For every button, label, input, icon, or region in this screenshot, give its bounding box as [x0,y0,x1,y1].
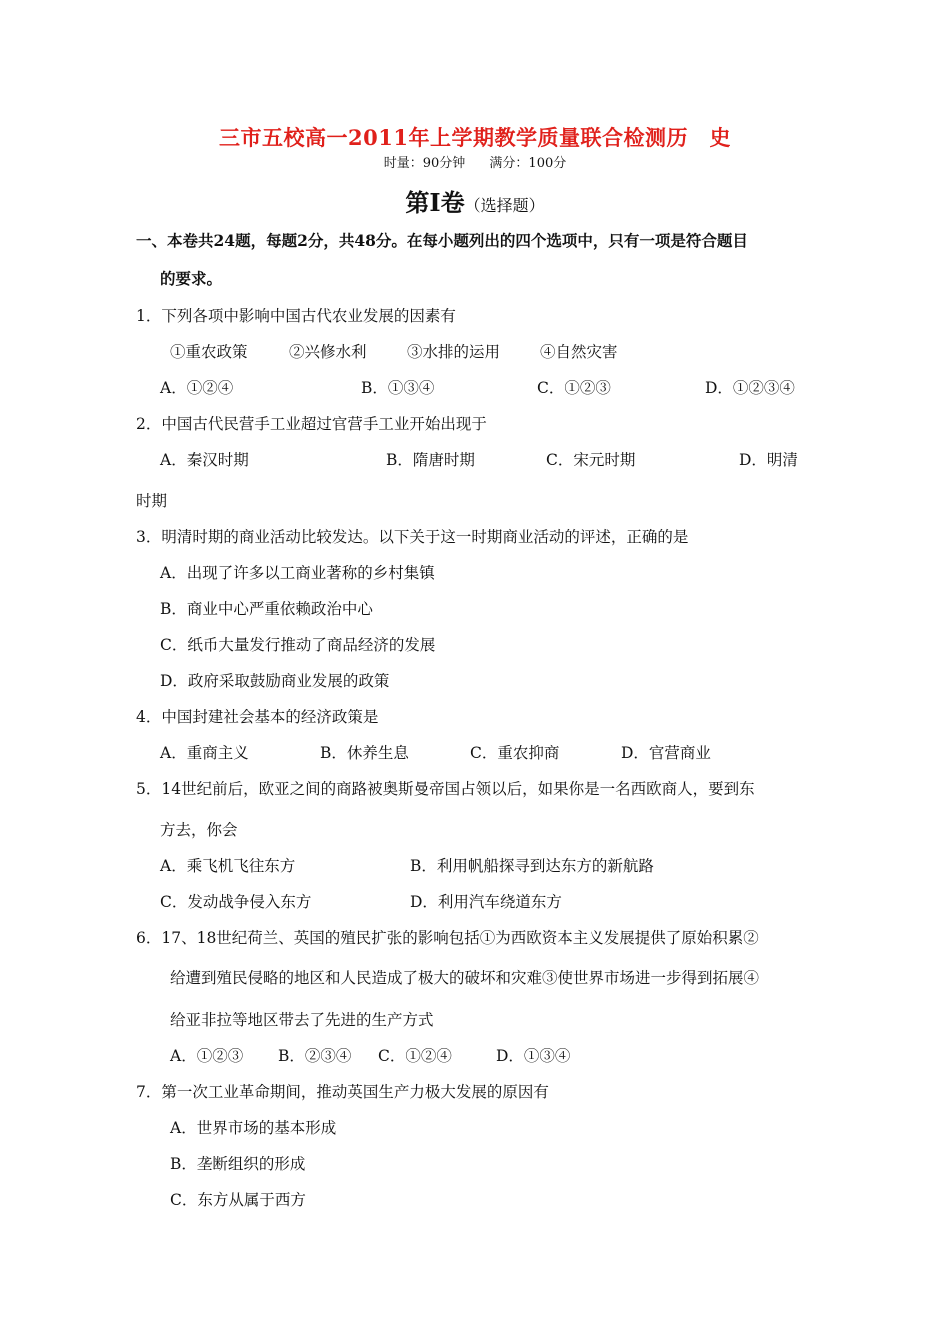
q1-option-d: D．①②③④ [705,379,795,397]
instructions-line-1: 一、本卷共24题，每题2分，共48分。在每小题列出的四个选项中，只有一项是符合题目 [136,231,748,250]
q1-option-a: A．①②④ [160,379,234,397]
q4-option-c: C．重农抑商 [470,744,560,762]
q1-item-3: ③水排的运用 [407,343,501,361]
q7-option-c: C．东方从属于西方 [170,1191,306,1209]
time-limit: 时量：90分钟 [383,156,466,171]
q2-option-b: B．隋唐时期 [386,451,475,469]
q7-option-b: B．垄断组织的形成 [170,1155,306,1173]
full-score: 满分：100分 [489,156,567,171]
exam-title: 三市五校高一2011年上学期教学质量联合检测历 史 [219,125,731,150]
q1-option-c: C．①②③ [537,379,611,397]
question-4-stem: 4．中国封建社会基本的经济政策是 [136,708,379,726]
q1-option-b: B．①③④ [361,379,435,397]
question-5-stem-cont: 方去，你会 [160,821,238,839]
q5-option-d: D．利用汽车绕道东方 [410,893,562,911]
q1-item-2: ②兴修水利 [289,343,367,361]
question-6-stem-cont-2: 给亚非拉等地区带去了先进的生产方式 [170,1011,434,1029]
q6-option-a: A．①②③ [170,1047,244,1065]
question-3-stem: 3．明清时期的商业活动比较发达。以下关于这一时期商业活动的评述，正确的是 [136,528,689,546]
q3-option-a: A．出现了许多以工商业著称的乡村集镇 [160,564,435,582]
volume-title: 第Ⅰ卷 [405,188,465,217]
q4-option-b: B．休养生息 [320,744,409,762]
q2-option-c: C．宋元时期 [546,451,636,469]
q6-option-b: B．②③④ [278,1047,352,1065]
q3-option-b: B．商业中心严重依赖政治中心 [160,600,373,618]
q7-option-a: A．世界市场的基本形成 [170,1119,337,1137]
q6-option-d: D．①③④ [496,1047,571,1065]
instructions-line-2: 的要求。 [160,269,223,288]
q2-option-d: D．明清 [739,451,798,469]
q2-option-d-wrap: 时期 [136,492,168,510]
volume-subtitle: （选择题） [464,196,545,215]
q3-option-d: D．政府采取鼓励商业发展的政策 [160,672,390,690]
q5-option-c: C．发动战争侵入东方 [160,893,312,911]
q2-option-a: A．秦汉时期 [160,451,249,469]
question-7-stem: 7．第一次工业革命期间，推动英国生产力极大发展的原因有 [136,1083,549,1101]
question-1-stem: 1．下列各项中影响中国古代农业发展的因素有 [136,307,456,325]
question-2-stem: 2．中国古代民营手工业超过官营手工业开始出现于 [136,415,487,433]
question-6-stem-cont-1: 给遭到殖民侵略的地区和人民造成了极大的破坏和灾难③使世界市场进一步得到拓展④ [170,969,760,987]
q5-option-b: B．利用帆船探寻到达东方的新航路 [410,857,654,875]
q1-item-4: ④自然灾害 [540,343,618,361]
exam-meta [0,152,950,171]
q4-option-d: D．官营商业 [621,744,711,762]
question-5-stem: 5．14世纪前后，欧亚之间的商路被奥斯曼帝国占领以后，如果你是一名西欧商人，要到东 [136,780,755,798]
q1-item-1: ①重农政策 [170,343,248,361]
q4-option-a: A．重商主义 [160,744,249,762]
q6-option-c: C．①②④ [378,1047,452,1065]
q5-option-a: A．乘飞机飞往东方 [160,857,296,875]
volume-heading [0,183,950,218]
q3-option-c: C．纸币大量发行推动了商品经济的发展 [160,636,436,654]
question-6-stem: 6．17、18世纪荷兰、英国的殖民扩张的影响包括①为西欧资本主义发展提供了原始积累② [136,929,759,947]
